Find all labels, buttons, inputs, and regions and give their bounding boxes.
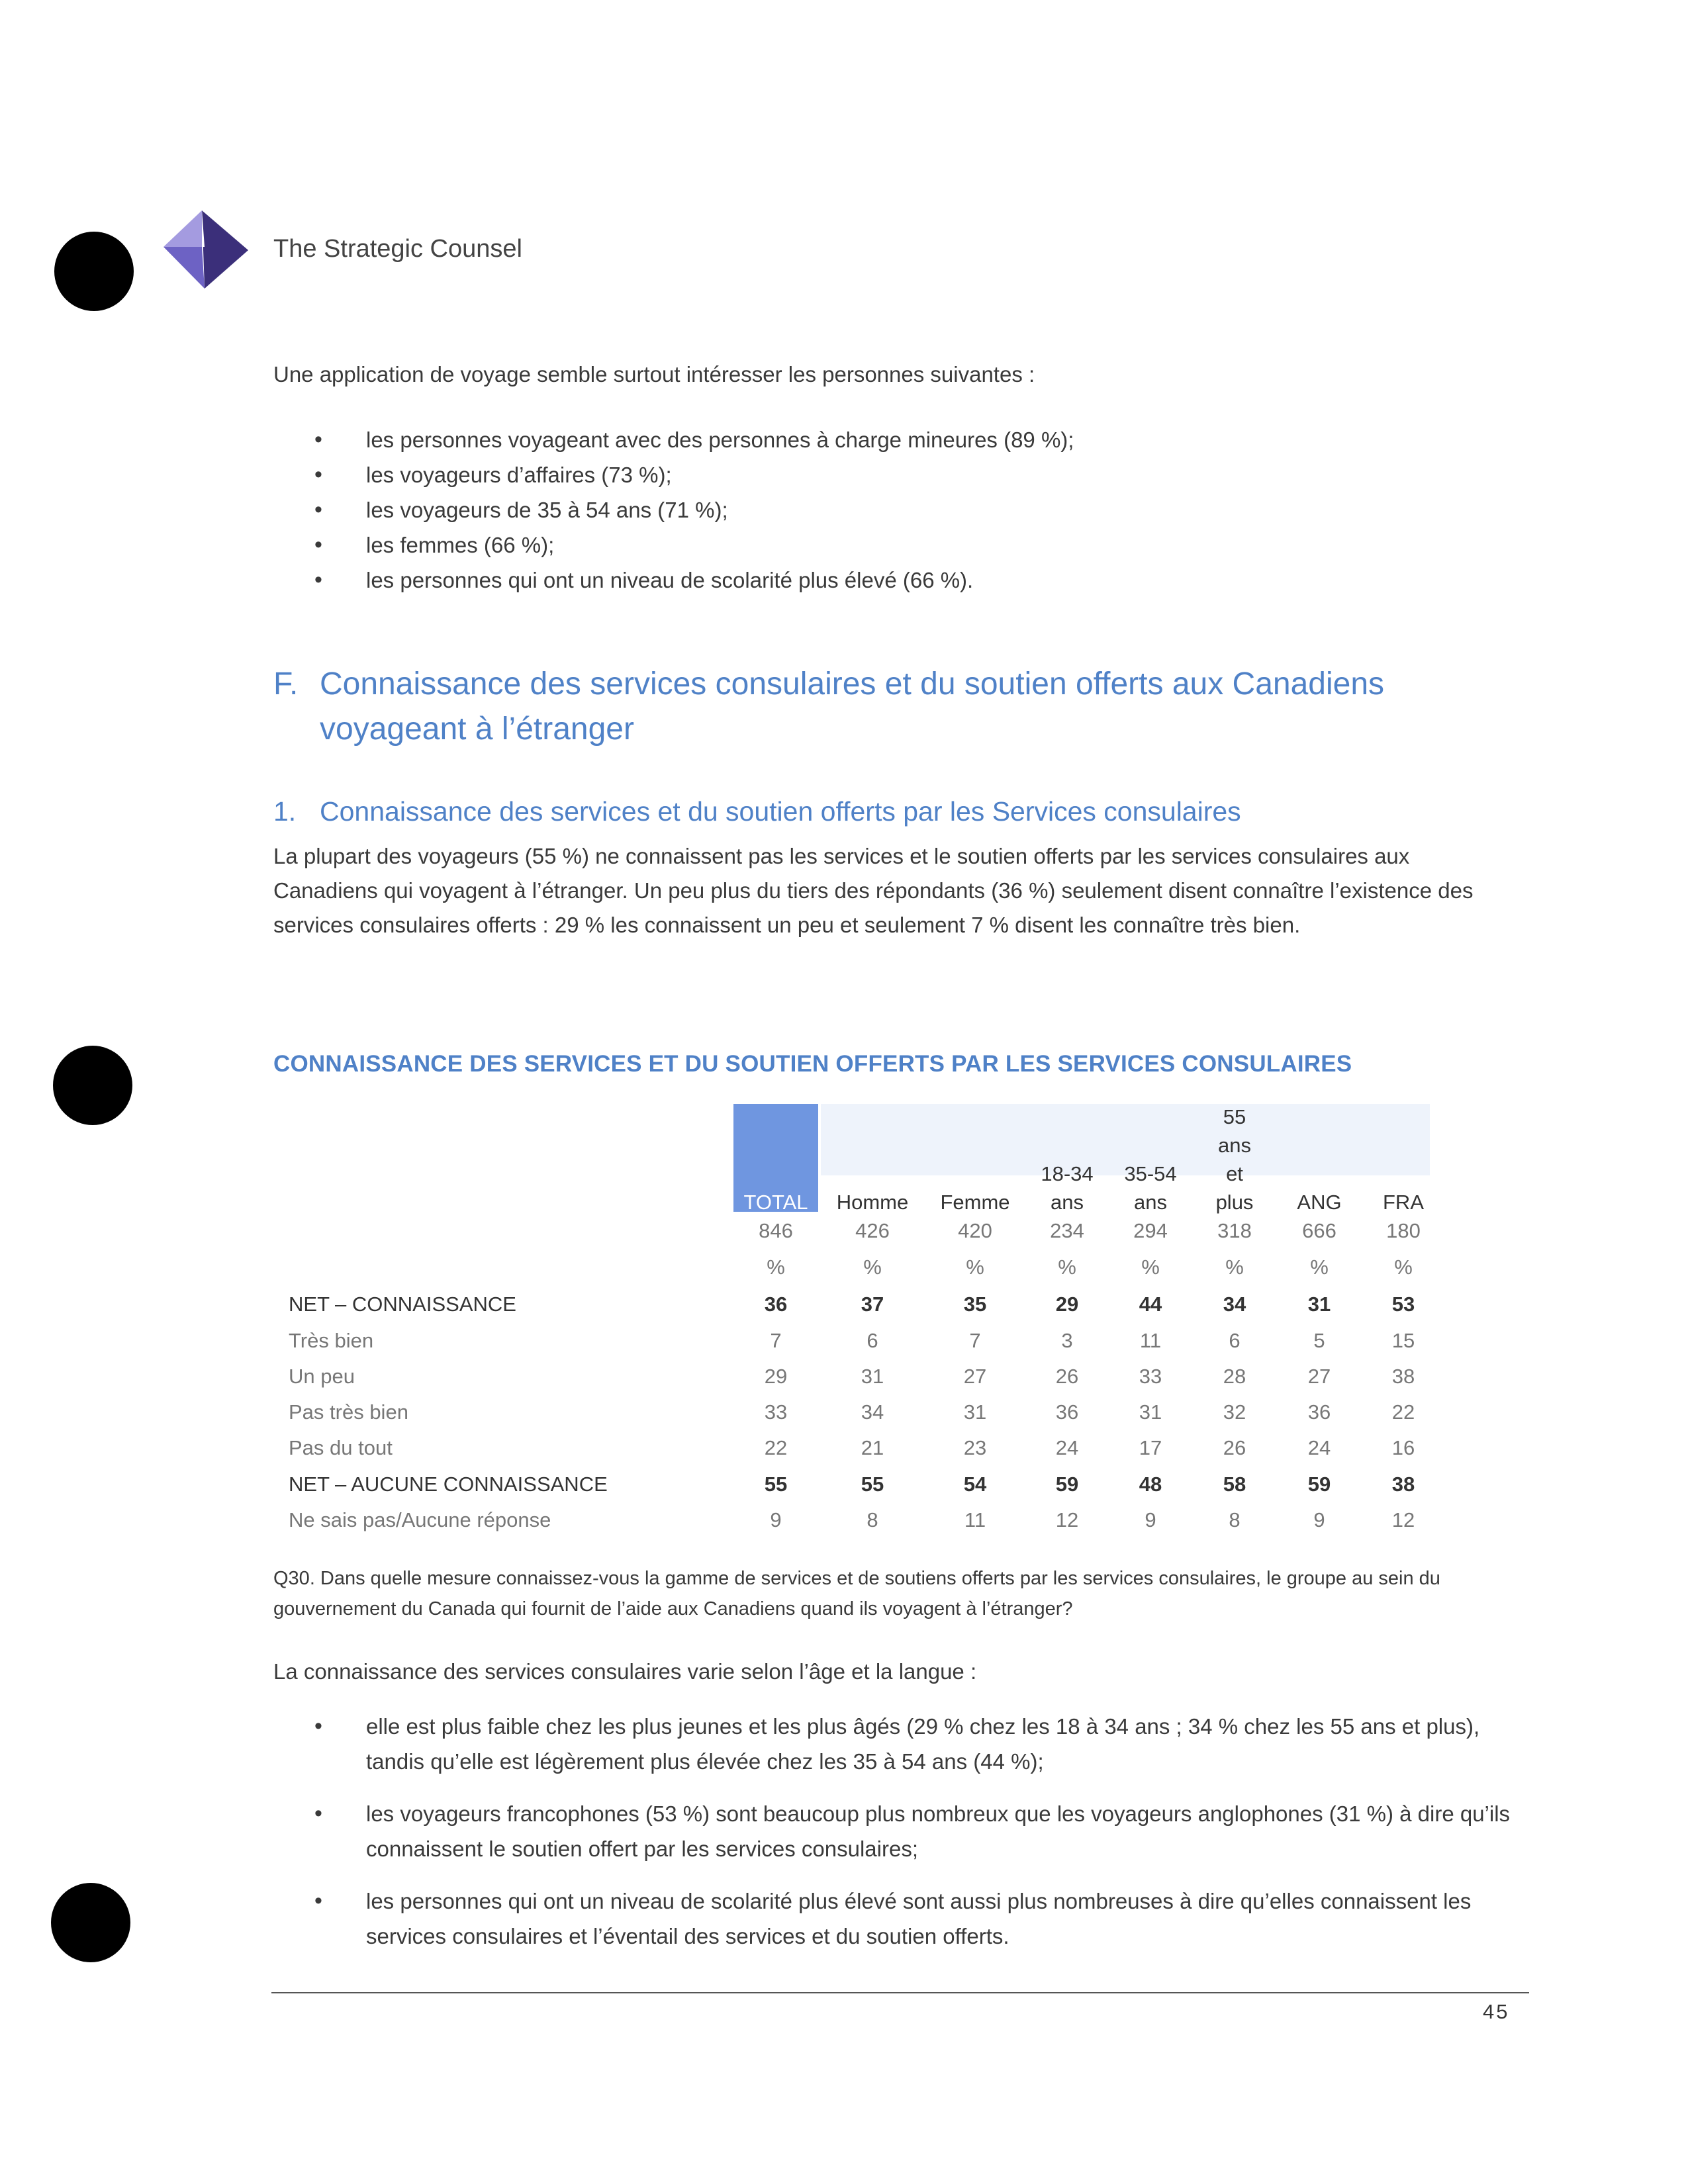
sample-size: 420 (958, 1219, 992, 1242)
table-cell: 36 (1055, 1400, 1079, 1424)
row-label: NET – CONNAISSANCE (289, 1293, 516, 1316)
table-cell: 27 (1307, 1365, 1331, 1388)
column-header (1273, 1188, 1366, 1216)
unit-label: % (767, 1255, 785, 1279)
column-header-line: ANG (1297, 1191, 1342, 1214)
findings-bullet-list (273, 1709, 1518, 1954)
table-cell: 26 (1055, 1365, 1079, 1388)
column-header-line: Homme (836, 1191, 909, 1214)
table-cell: 16 (1391, 1436, 1415, 1459)
list-item: • les femmes (66 %); (273, 527, 1518, 563)
table-title: CONNAISSANCE DES SERVICES ET DU SOUTIEN OFFERTS PAR LES SERVICES CONSULAIRES (273, 1051, 1352, 1077)
table-cell: 31 (1307, 1293, 1331, 1316)
table-cell: 37 (861, 1293, 884, 1316)
punch-hole-bottom (51, 1883, 130, 1962)
column-header-line: ans (1051, 1191, 1084, 1214)
table-cell: 3 (1061, 1329, 1073, 1352)
footer-rule (271, 1992, 1529, 1993)
table-cell: 22 (1391, 1400, 1415, 1424)
column-header-line: FRA (1383, 1191, 1424, 1214)
table-cell: 26 (1223, 1436, 1246, 1459)
unit-label: % (1058, 1255, 1076, 1279)
table-cell: 15 (1391, 1329, 1415, 1352)
table-cell: 17 (1139, 1436, 1162, 1459)
table-cell: 59 (1055, 1473, 1079, 1496)
unit-label: % (966, 1255, 984, 1279)
table-cell: 6 (1229, 1329, 1241, 1352)
row-label: NET – AUCUNE CONNAISSANCE (289, 1473, 608, 1496)
unit-label: % (1394, 1255, 1413, 1279)
brand-name: The Strategic Counsel (273, 235, 522, 263)
table-cell: 22 (764, 1436, 788, 1459)
table-cell: 59 (1307, 1473, 1331, 1496)
table-cell: 8 (867, 1508, 878, 1531)
unit-label: % (1310, 1255, 1329, 1279)
table-cell: 29 (1055, 1293, 1079, 1316)
table-cell: 36 (764, 1293, 788, 1316)
table-cell: 21 (861, 1436, 884, 1459)
row-label: Ne sais pas/Aucune réponse (289, 1508, 551, 1531)
unit-label: % (863, 1255, 882, 1279)
subsection-number: 1. (273, 796, 297, 827)
table-cell: 31 (1139, 1400, 1162, 1424)
column-header-line: TOTAL (743, 1191, 808, 1214)
list-item: • les personnes qui ont un niveau de scolarité plus élevé (66 %). (273, 563, 1518, 598)
sample-size: 294 (1133, 1219, 1168, 1242)
intro-bullet-list (273, 422, 1518, 598)
page-number: 45 (1483, 2000, 1510, 2023)
column-header-line: ans (1218, 1134, 1251, 1157)
table-cell: 29 (764, 1365, 788, 1388)
column-header (1188, 1103, 1281, 1216)
table-cell: 27 (963, 1365, 987, 1388)
column-header (929, 1188, 1021, 1216)
table-cell: 34 (861, 1400, 884, 1424)
table-cell: 34 (1223, 1293, 1246, 1316)
list-item: • les voyageurs de 35 à 54 ans (71 %); (273, 492, 1518, 527)
column-header-line: 55 (1223, 1105, 1246, 1128)
column-header-line: 35-54 (1124, 1162, 1177, 1185)
table-cell: 24 (1307, 1436, 1331, 1459)
subsection-title: Connaissance des services et du soutien offerts par les Services consulaires (320, 796, 1241, 827)
punch-hole-top (54, 232, 134, 311)
unit-label: % (1225, 1255, 1244, 1279)
table-cell: 6 (867, 1329, 878, 1352)
table-cell: 54 (963, 1473, 987, 1496)
row-label: Pas du tout (289, 1436, 393, 1459)
table-cell: 24 (1055, 1436, 1079, 1459)
list-item: • les voyageurs d’affaires (73 %); (273, 457, 1518, 492)
table-cell: 48 (1139, 1473, 1162, 1496)
sample-size: 234 (1050, 1219, 1084, 1242)
table-cell: 5 (1313, 1329, 1325, 1352)
table-cell: 23 (963, 1436, 987, 1459)
punch-hole-middle (53, 1046, 132, 1125)
table-cell: 12 (1055, 1508, 1079, 1531)
column-header (826, 1188, 919, 1216)
row-label: Très bien (289, 1329, 374, 1352)
list-item: • les voyageurs francophones (53 %) sont beaucoup plus nombreux que les voyageurs anglophones (31 %) à dire qu’ils connaissent le soutien offert par les services consulaires; (273, 1796, 1518, 1866)
table-cell: 31 (963, 1400, 987, 1424)
question-note: Q30. Dans quelle mesure connaissez-vous la gamme de services et de soutiens offerts par les services consulaires, le groupe au sein du gouvernement du Canada qui fournit de l’aide aux Canadiens quand ils voyagent à l’étranger? (273, 1568, 1440, 1619)
unit-label: % (1141, 1255, 1160, 1279)
table-cell: 32 (1223, 1400, 1246, 1424)
table-cell: 38 (1391, 1365, 1415, 1388)
column-header-line: et (1226, 1162, 1243, 1185)
list-item: • les personnes voyageant avec des personnes à charge mineures (89 %); (273, 422, 1518, 457)
table-cell: 55 (861, 1473, 884, 1496)
column-header-line: plus (1215, 1191, 1254, 1214)
section-heading-f (273, 662, 1518, 752)
column-header (1104, 1160, 1197, 1216)
column-header (729, 1188, 822, 1216)
strategic-counsel-logo (162, 210, 252, 300)
column-header-line: Femme (940, 1191, 1010, 1214)
table-cell: 11 (1139, 1329, 1162, 1352)
sample-size: 846 (759, 1219, 793, 1242)
table-cell: 36 (1307, 1400, 1331, 1424)
row-label: Pas très bien (289, 1400, 408, 1424)
table-cell: 9 (770, 1508, 782, 1531)
subsection-body: La plupart des voyageurs (55 %) ne connaissent pas les services et le soutien offerts par les services consulaires aux Canadiens qui voyagent à l’étranger. Un peu plus du tiers des répondants (36 %) seulement disent connaître l’existence des services consulaires offerts : 29 % les connaissent un peu et seulement 7 % disent les connaître très bien. (273, 844, 1474, 937)
table-cell: 44 (1139, 1293, 1162, 1316)
table-cell: 9 (1313, 1508, 1325, 1531)
findings-lead: La connaissance des services consulaires varie selon l’âge et la langue : (273, 1659, 977, 1684)
table-cell: 55 (764, 1473, 788, 1496)
table-cell: 11 (964, 1508, 986, 1531)
table-cell: 33 (1139, 1365, 1162, 1388)
sample-size: 426 (855, 1219, 890, 1242)
table-cell: 31 (861, 1365, 884, 1388)
table-cell: 35 (963, 1293, 987, 1316)
table-cell: 28 (1223, 1365, 1246, 1388)
section-title: Connaissance des services consulaires et du soutien offerts aux Canadiens voyageant à l’étranger (320, 666, 1385, 747)
column-header (1357, 1188, 1450, 1216)
list-item: • les personnes qui ont un niveau de scolarité plus élevé sont aussi plus nombreuses à dire qu’elles connaissent les services consulaires et l’éventail des services et du soutien offerts. (273, 1884, 1518, 1954)
sample-size: 180 (1386, 1219, 1421, 1242)
sample-size: 318 (1217, 1219, 1252, 1242)
subsection-heading-1 (273, 793, 1518, 830)
column-header-line: ans (1134, 1191, 1167, 1214)
column-header (1021, 1160, 1113, 1216)
section-number: F. (273, 666, 299, 702)
sample-size: 666 (1302, 1219, 1336, 1242)
table-cell: 12 (1391, 1508, 1415, 1531)
table-cell: 53 (1391, 1293, 1415, 1316)
table-cell: 38 (1391, 1473, 1415, 1496)
table-cell: 8 (1229, 1508, 1241, 1531)
intro-lead: Une application de voyage semble surtout intéresser les personnes suivantes : (273, 362, 1035, 387)
table-cell: 9 (1145, 1508, 1156, 1531)
table-cell: 7 (969, 1329, 981, 1352)
column-header-line: 18-34 (1041, 1162, 1094, 1185)
table-cell: 33 (764, 1400, 788, 1424)
list-item: • elle est plus faible chez les plus jeunes et les plus âgés (29 % chez les 18 à 34 ans ; 34 % chez les 55 ans et plus), tandis qu’elle est légèrement plus élevée chez les 35 à 54 ans (44 %); (273, 1709, 1518, 1779)
table-cell: 7 (770, 1329, 782, 1352)
row-label: Un peu (289, 1365, 355, 1388)
table-cell: 58 (1223, 1473, 1246, 1496)
